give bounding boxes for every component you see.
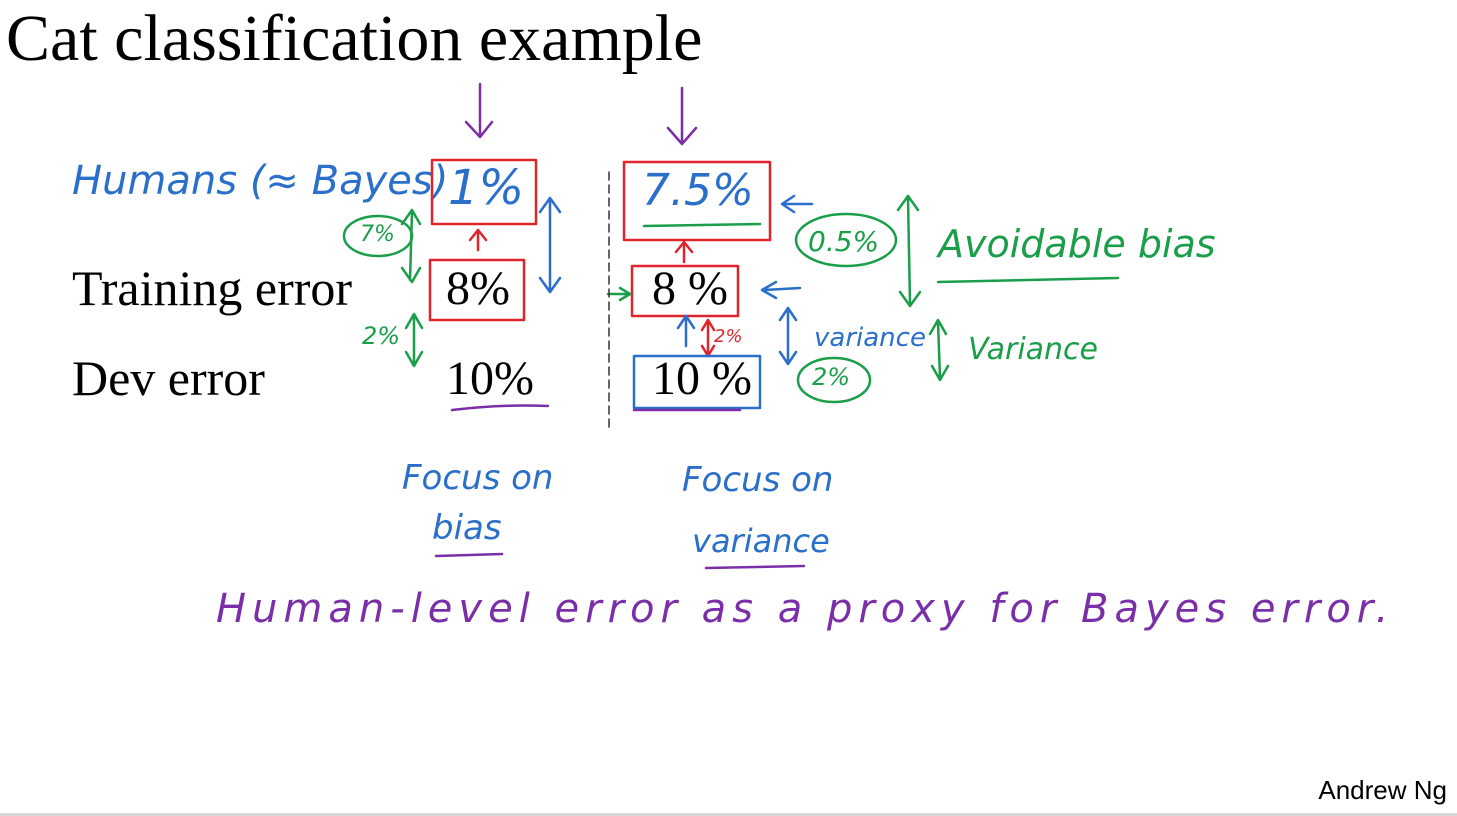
author-signature: Andrew Ng (1318, 775, 1447, 805)
arrow-up-icon (470, 230, 486, 250)
arrow-up-icon (676, 242, 692, 262)
proxy-note: Human-level error as a proxy for Bayes error. (216, 586, 1395, 632)
double-arrow-icon (898, 196, 920, 306)
label-variance: Variance (968, 332, 1099, 367)
scenario-b-variance-gap: 2% (812, 363, 851, 391)
scenario-a-human-error: 1% (448, 160, 525, 216)
focus-b-line1: Focus on (682, 460, 834, 500)
underline (452, 406, 548, 411)
arrow-left-icon (782, 196, 812, 212)
scenario-b-bias-gap: 0.5% (808, 225, 880, 258)
slide-title: Cat classification example (6, 2, 703, 75)
underline (436, 554, 502, 556)
purple-underlines (436, 406, 804, 569)
circle-0-5pct (796, 214, 896, 266)
scenario-b-human-error: 7.5% (642, 165, 754, 216)
underline (644, 224, 760, 226)
scenario-b-variance-note: variance (814, 323, 926, 353)
arrow-left-icon (762, 282, 800, 298)
focus-a-line1: Focus on (402, 458, 554, 498)
double-arrow-icon (702, 320, 714, 356)
focus-b-line2: variance (692, 522, 830, 560)
scenario-b-red-gap: 2% (714, 326, 743, 347)
red-boxes (430, 160, 770, 356)
box-a-training (430, 260, 524, 320)
box-b-dev (634, 356, 760, 408)
scenario-a-bias-gap: 7% (360, 222, 395, 247)
arrow-down-icon (668, 88, 696, 144)
row-label-dev-error: Dev error (72, 350, 265, 406)
arrow-right-icon (608, 288, 630, 300)
double-arrow-icon (402, 210, 420, 282)
double-arrow-icon (780, 308, 796, 364)
green-strokes (344, 196, 1118, 402)
row-label-humans: Humans (≈ Bayes) (72, 158, 449, 204)
scenario-a-dev-error: 10% (446, 352, 534, 405)
scenario-a-variance-gap: 2% (362, 322, 401, 350)
box-b-training (632, 266, 738, 316)
arrow-up-icon (678, 316, 694, 346)
circle-7pct (344, 216, 412, 256)
box-b-human (624, 162, 770, 240)
focus-a-line2: bias (432, 508, 502, 548)
double-arrow-icon (930, 320, 948, 380)
row-label-training-error: Training error (72, 260, 353, 316)
underline (938, 278, 1118, 282)
column-arrows (466, 84, 696, 144)
double-arrow-icon (540, 198, 560, 292)
arrow-down-icon (466, 84, 492, 137)
underline (706, 566, 804, 568)
scenario-b-training-error: 8 % (652, 262, 728, 315)
scenario-b-dev-error: 10 % (652, 352, 752, 405)
circle-2pct (798, 358, 870, 402)
label-avoidable-bias: Avoidable bias (938, 222, 1216, 266)
box-a-human (432, 160, 536, 224)
double-arrow-icon (406, 314, 422, 366)
scenario-a-training-error: 8% (446, 262, 510, 315)
